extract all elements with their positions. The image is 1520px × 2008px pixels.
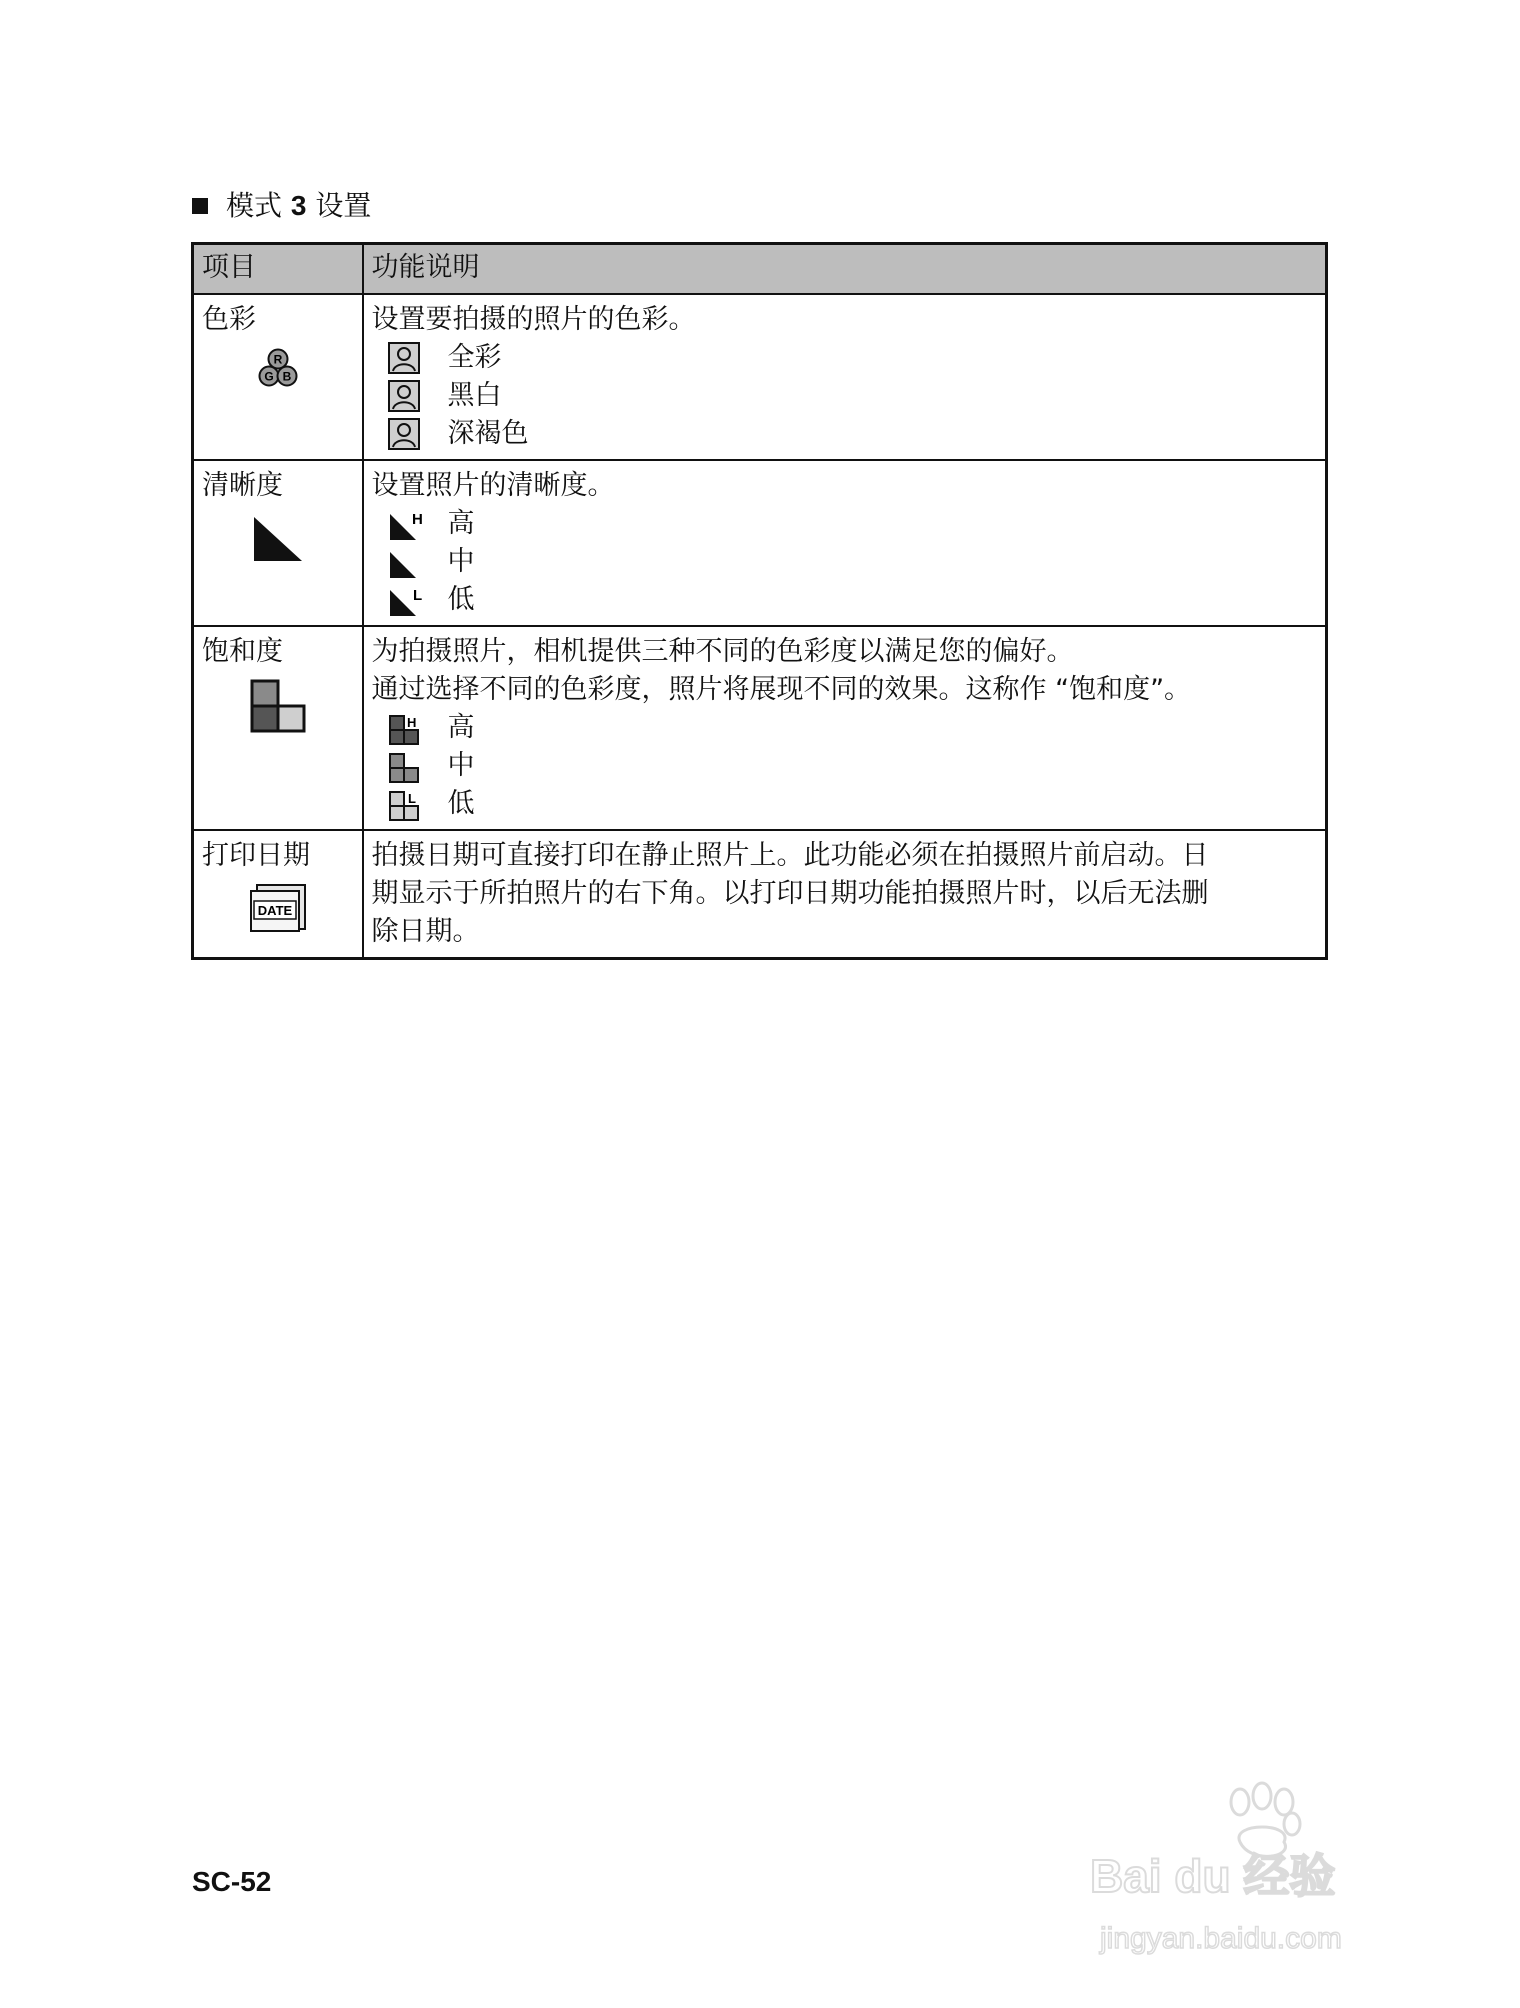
svg-text:L: L <box>407 791 416 806</box>
list-item <box>372 339 1318 377</box>
option-label: 中 <box>447 546 475 577</box>
option-label: 低 <box>447 788 475 819</box>
table-row <box>193 460 1327 626</box>
square-bullet-icon <box>192 198 208 214</box>
option-label: 低 <box>447 584 475 615</box>
saturation-blocks-icon <box>202 679 354 733</box>
column-header-item: 项目 <box>193 244 363 295</box>
section-title-text: 模式 3 设置 <box>226 189 372 222</box>
list-item <box>372 709 1318 747</box>
svg-text:jingyan.baidu.com: jingyan.baidu.com <box>1100 1922 1342 1955</box>
item-cell <box>193 626 363 830</box>
list-item <box>372 543 1318 581</box>
table-row <box>193 830 1327 959</box>
svg-text:H: H <box>406 715 416 730</box>
svg-text:H: H <box>411 511 423 528</box>
svg-text:B: B <box>282 369 292 384</box>
saturation-normal-icon <box>388 748 428 784</box>
column-header-description: 功能说明 <box>363 244 1327 295</box>
sharpness-high-icon <box>388 506 428 542</box>
description-text: 通过选择不同的色彩度，照片将展现不同的效果。这称作 “饱和度”。 <box>371 674 1192 705</box>
description-cell <box>363 830 1327 959</box>
page-number: SC-52 <box>192 1866 272 1897</box>
sharpness-normal-icon <box>388 544 428 580</box>
item-name: 打印日期 <box>202 840 310 871</box>
portrait-black-white-icon <box>388 378 428 414</box>
option-label: 黑白 <box>447 380 502 411</box>
svg-text:DATE: DATE <box>257 903 292 918</box>
description-text: 设置要拍摄的照片的色彩。 <box>371 304 696 335</box>
item-name: 清晰度 <box>202 470 283 501</box>
date-stamp-icon <box>202 883 354 933</box>
option-label: 深褐色 <box>447 418 529 449</box>
portrait-full-color-icon <box>388 340 428 376</box>
settings-table <box>191 242 1328 960</box>
svg-text:R: R <box>273 352 283 367</box>
item-cell <box>193 460 363 626</box>
table-header-row <box>193 244 1327 295</box>
saturation-high-icon <box>388 710 428 746</box>
saturation-low-icon <box>388 786 428 822</box>
item-name: 色彩 <box>202 304 256 335</box>
portrait-sepia-icon <box>388 416 428 452</box>
description-text: 拍摄日期可直接打印在静止照片上。此功能必须在拍摄照片前启动。日 <box>371 840 1209 871</box>
list-item <box>372 505 1318 543</box>
description-cell <box>363 460 1327 626</box>
item-name: 饱和度 <box>202 636 283 667</box>
list-item <box>372 747 1318 785</box>
option-label: 全彩 <box>447 342 502 373</box>
watermark-logo <box>1080 1780 1440 1964</box>
svg-text:G: G <box>264 369 274 384</box>
description-text: 期显示于所拍照片的右下角。以打印日期功能拍摄照片时，以后无法删 <box>371 878 1209 909</box>
list-item <box>372 785 1318 823</box>
sharpness-triangle-icon <box>202 513 354 563</box>
svg-text:L: L <box>412 587 422 604</box>
description-cell <box>363 294 1327 460</box>
rgb-color-icon <box>202 347 354 389</box>
section-title <box>192 186 371 226</box>
description-cell <box>363 626 1327 830</box>
table-row <box>193 294 1327 460</box>
option-label: 高 <box>447 508 475 539</box>
list-item <box>372 415 1318 453</box>
sharpness-low-icon <box>388 582 428 618</box>
list-item <box>372 377 1318 415</box>
table-row <box>193 626 1327 830</box>
option-label: 高 <box>447 712 475 743</box>
svg-text:Bai du 经验: Bai du 经验 <box>1090 1850 1336 1902</box>
description-text: 除日期。 <box>371 916 480 947</box>
item-cell <box>193 830 363 959</box>
description-text: 为拍摄照片，相机提供三种不同的色彩度以满足您的偏好。 <box>371 636 1074 667</box>
item-cell <box>193 294 363 460</box>
option-label: 中 <box>447 750 475 781</box>
description-text: 设置照片的清晰度。 <box>371 470 615 501</box>
list-item <box>372 581 1318 619</box>
